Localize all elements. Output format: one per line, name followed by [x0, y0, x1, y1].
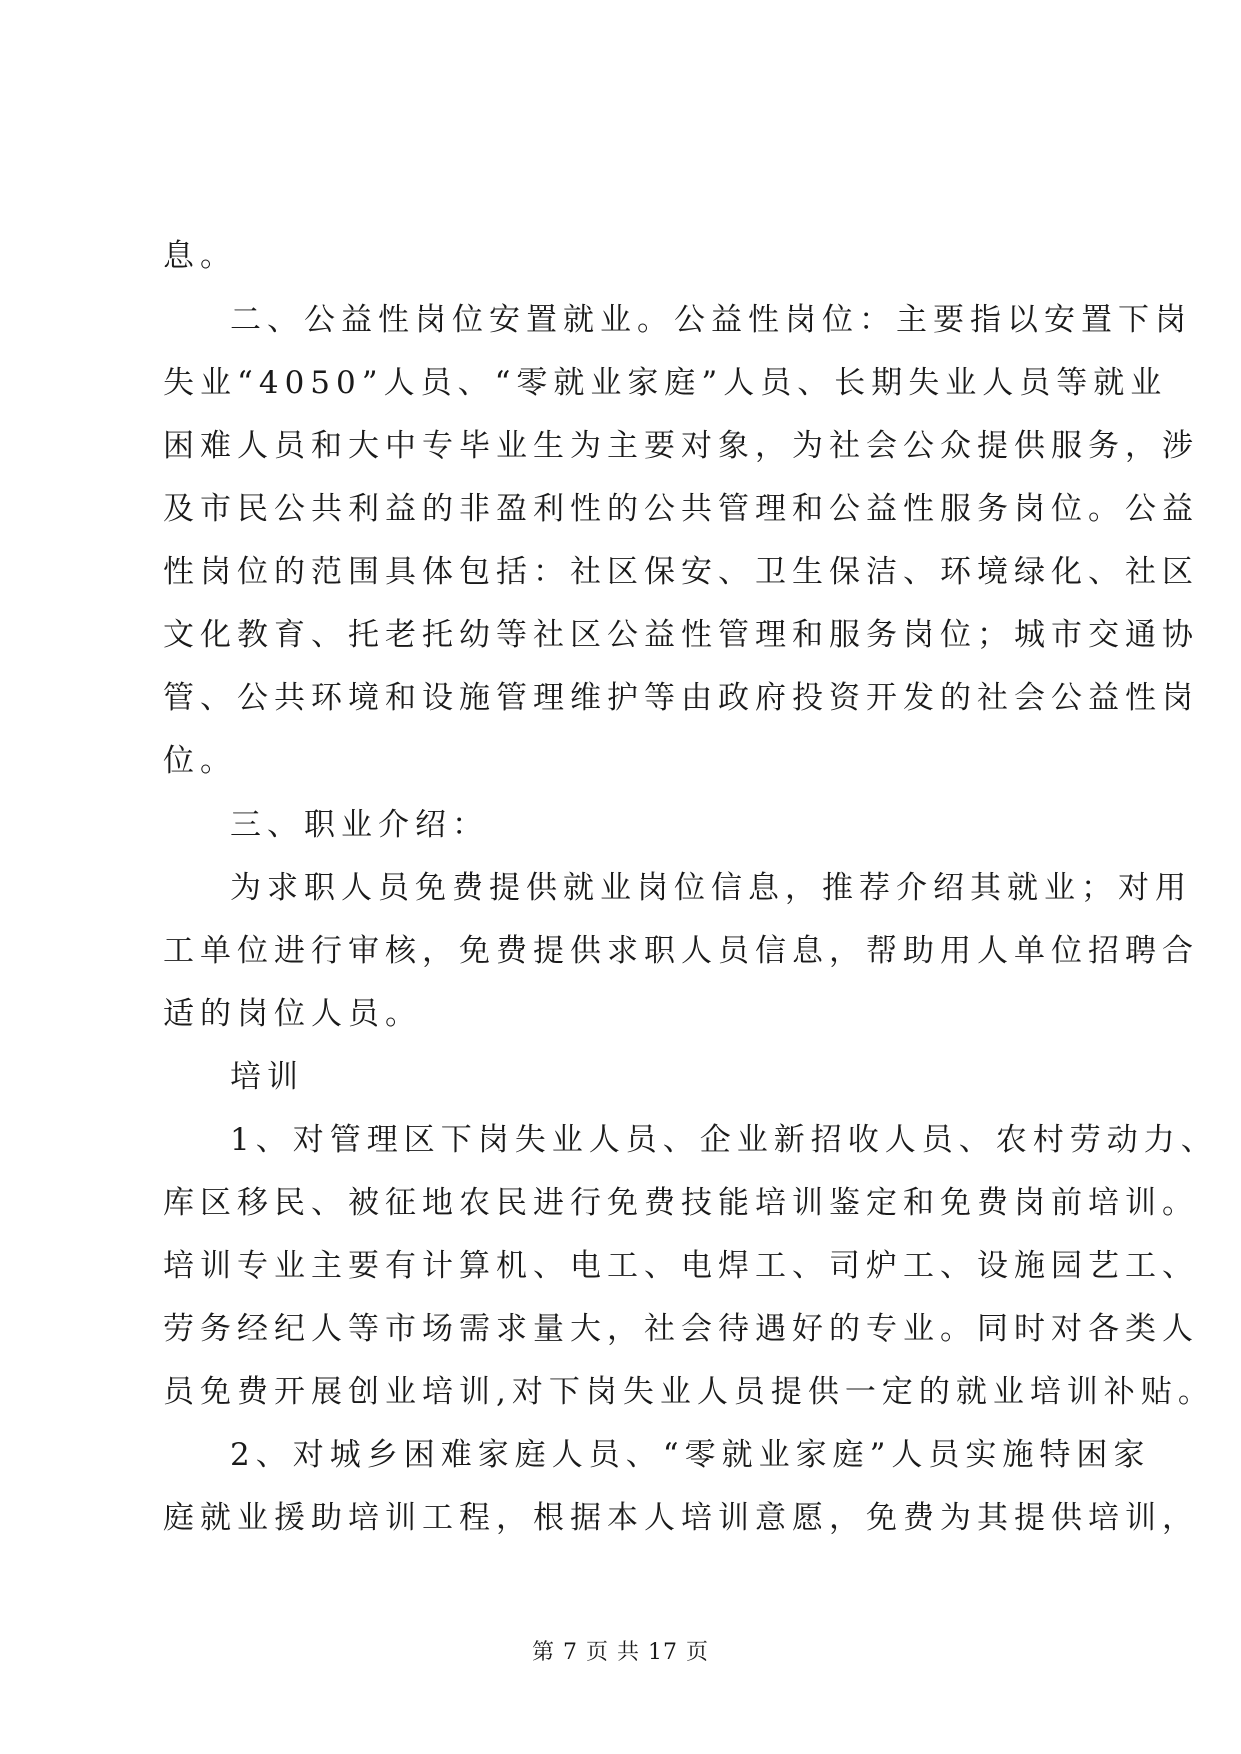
paragraph-line: 1、对管理区下岗失业人员、企业新招收人员、农村劳动力、 [230, 1122, 1218, 1158]
paragraph-line: 劳务经纪人等市场需求量大，社会待遇好的专业。同时对各类人 [163, 1311, 1199, 1347]
section-heading: 三、职业介绍： [230, 807, 489, 843]
paragraph-line: 庭就业援助培训工程，根据本人培训意愿，免费为其提供培训， [163, 1500, 1199, 1536]
paragraph-line: 培训专业主要有计算机、电工、电焊工、司炉工、设施园艺工、 [163, 1248, 1199, 1284]
section-heading: 培训 [230, 1059, 304, 1095]
paragraph-line: 性岗位的范围具体包括：社区保安、卫生保洁、环境绿化、社区 [163, 554, 1199, 590]
paragraph-line: 工单位进行审核，免费提供求职人员信息，帮助用人单位招聘合 [163, 933, 1199, 969]
paragraph-line: 适的岗位人员。 [163, 996, 422, 1032]
paragraph-line: 息。 [163, 238, 237, 274]
paragraph-line: 文化教育、托老托幼等社区公益性管理和服务岗位；城市交通协 [163, 617, 1199, 653]
paragraph-line: 位。 [163, 743, 237, 779]
paragraph-line: 二、公益性岗位安置就业。公益性岗位：主要指以安置下岗 [230, 302, 1192, 338]
paragraph-line: 2、对城乡困难家庭人员、“零就业家庭”人员实施特困家 [230, 1437, 1151, 1473]
paragraph-line: 失业“4050”人员、“零就业家庭”人员、长期失业人员等就业 [163, 365, 1168, 401]
paragraph-line: 管、公共环境和设施管理维护等由政府投资开发的社会公益性岗 [163, 680, 1199, 716]
paragraph-line: 员免费开展创业培训,对下岗失业人员提供一定的就业培训补贴。 [163, 1374, 1215, 1410]
paragraph-line: 困难人员和大中专毕业生为主要对象，为社会公众提供服务，涉 [163, 428, 1199, 464]
paragraph-line: 为求职人员免费提供就业岗位信息，推荐介绍其就业；对用 [230, 870, 1192, 906]
paragraph-line: 库区移民、被征地农民进行免费技能培训鉴定和免费岗前培训。 [163, 1185, 1199, 1221]
page-footer: 第 7 页 共 17 页 [532, 1640, 709, 1665]
paragraph-line: 及市民公共利益的非盈利性的公共管理和公益性服务岗位。公益 [163, 491, 1199, 527]
